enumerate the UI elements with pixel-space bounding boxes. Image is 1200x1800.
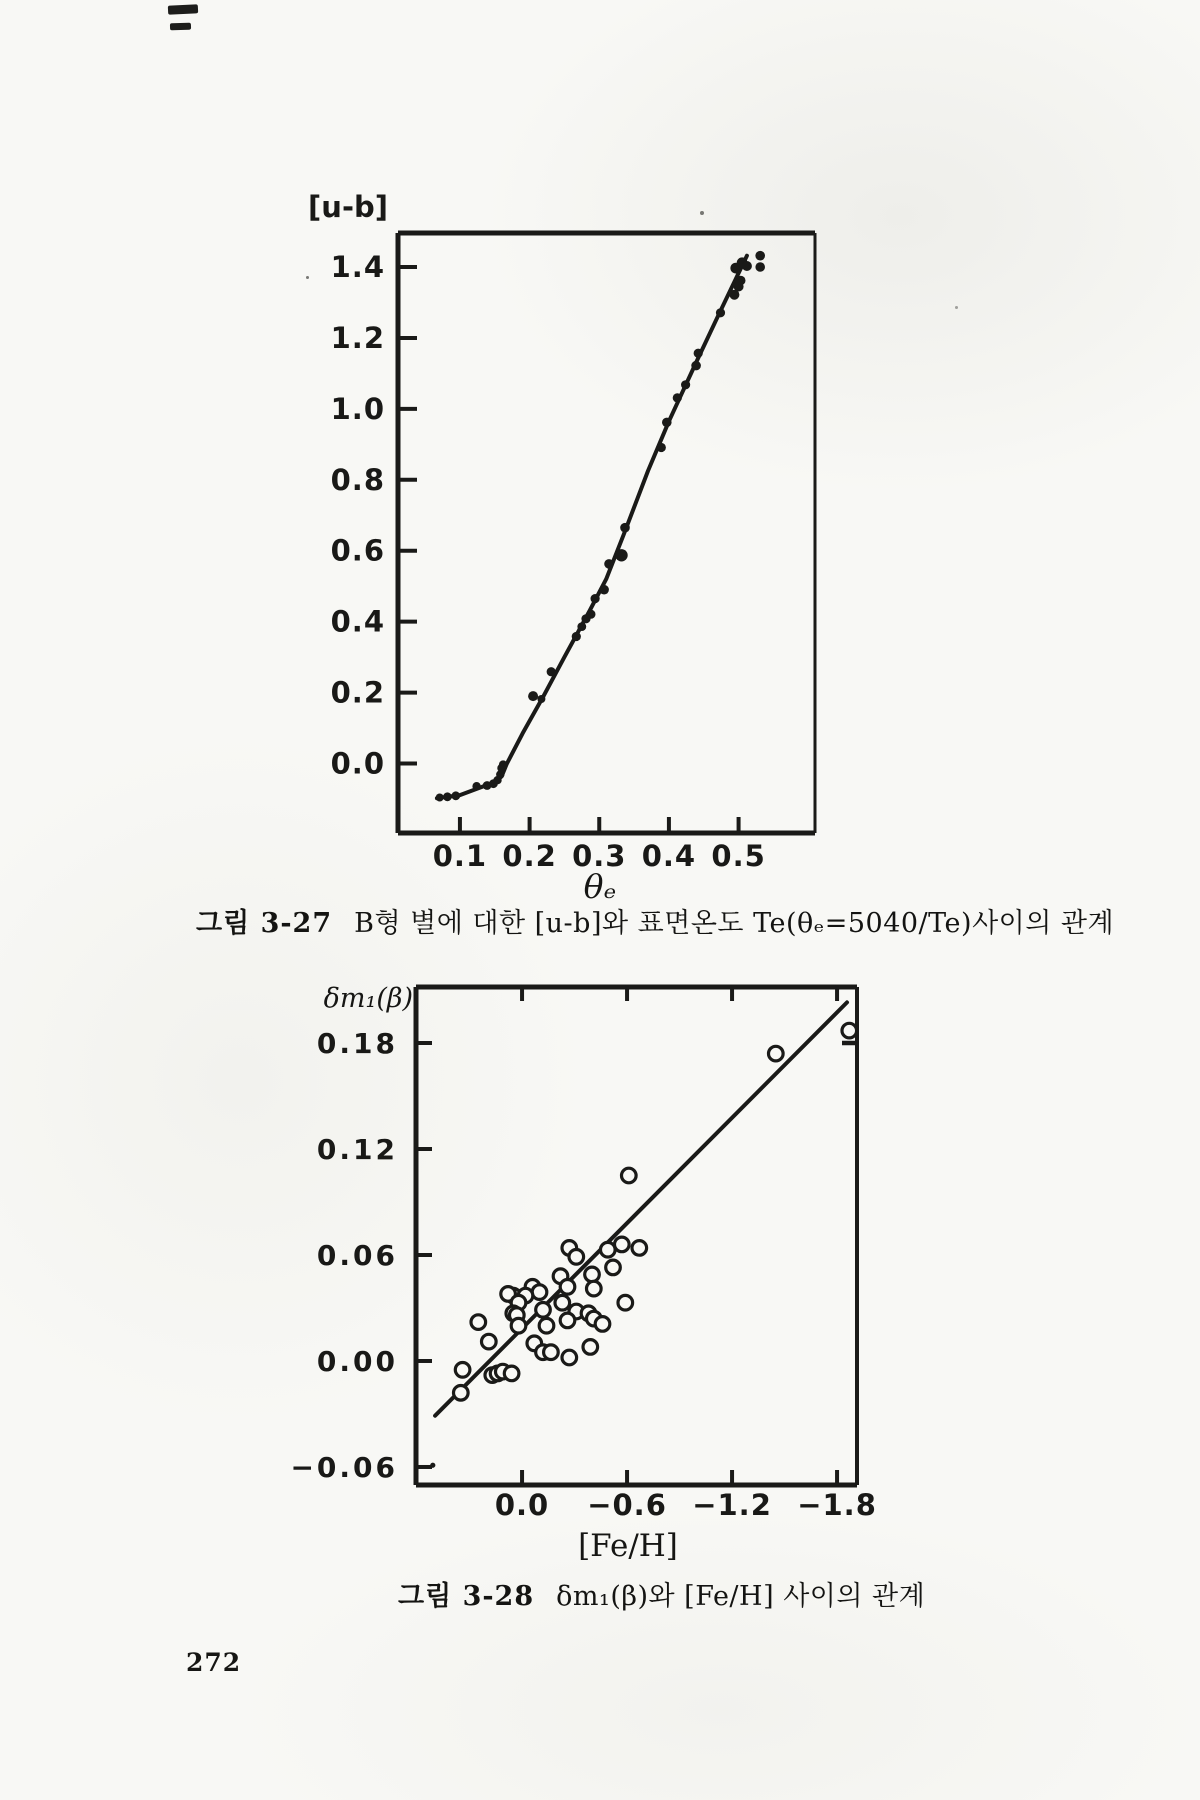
data-circle xyxy=(769,1046,784,1061)
data-point xyxy=(673,393,682,402)
y-tick-label: 1.0 xyxy=(330,391,385,426)
data-circle xyxy=(615,1237,630,1252)
data-point xyxy=(577,622,586,631)
data-circle xyxy=(587,1281,602,1296)
fig-3-28 xyxy=(290,983,876,1564)
relation-curve xyxy=(437,256,747,799)
data-circle xyxy=(471,1315,486,1330)
data-circle xyxy=(622,1168,637,1183)
y-tick-label: 0.8 xyxy=(330,462,385,497)
data-point xyxy=(615,549,627,561)
y-tick-label: 0.6 xyxy=(330,533,385,568)
data-point xyxy=(528,691,538,701)
data-point xyxy=(591,594,600,603)
page-number: 272 xyxy=(186,1648,242,1677)
x-tick-label: −1.2 xyxy=(692,1488,772,1522)
x-tick-label: 0.2 xyxy=(502,839,557,873)
data-point xyxy=(443,792,452,801)
data-circle xyxy=(583,1340,598,1355)
y-tick-label: 0.12 xyxy=(316,1132,398,1166)
data-circle xyxy=(562,1350,577,1365)
data-point xyxy=(755,262,765,272)
data-point xyxy=(472,782,480,790)
data-point xyxy=(681,380,690,389)
y-tick-label: 0.4 xyxy=(330,604,385,639)
y-tick-label: 1.2 xyxy=(330,320,385,355)
data-point xyxy=(736,276,746,286)
data-point xyxy=(620,523,630,533)
figure-3-27-label: 그림 3-27 xyxy=(196,908,333,939)
y-tick-label: 1.4 xyxy=(330,250,385,285)
x-tick-label: 0.5 xyxy=(711,839,766,873)
data-point xyxy=(572,632,581,641)
data-circle xyxy=(569,1250,584,1265)
data-point xyxy=(604,559,614,569)
figure-3-27-caption-text: B형 별에 대한 [u-b]와 표면온도 Te(θₑ=5040/Te)사이의 관계 xyxy=(354,908,1115,939)
data-point xyxy=(694,349,703,358)
data-point xyxy=(716,308,725,317)
figure-3-27-caption xyxy=(196,901,1114,940)
data-point xyxy=(662,418,672,428)
data-circle xyxy=(842,1023,857,1038)
data-circle xyxy=(504,1366,519,1381)
data-circle xyxy=(606,1260,621,1275)
y-tick-label: 0.18 xyxy=(316,1027,398,1061)
y-axis-label: δm₁(β) xyxy=(323,983,413,1014)
data-circle xyxy=(536,1303,551,1318)
data-circle xyxy=(560,1313,575,1328)
y-axis-label: [u-b] xyxy=(308,190,388,224)
data-circle xyxy=(455,1363,470,1378)
data-point xyxy=(451,791,460,800)
fig-3-27 xyxy=(308,190,815,906)
x-tick-label: −1.8 xyxy=(797,1488,877,1522)
x-axis-label: [Fe/H] xyxy=(578,1528,678,1564)
data-circle xyxy=(544,1345,559,1360)
data-circle xyxy=(560,1280,575,1295)
data-point xyxy=(742,261,752,271)
data-circle xyxy=(511,1318,526,1333)
figure-3-28-caption xyxy=(398,1574,925,1613)
figure-3-28-label: 그림 3-28 xyxy=(398,1581,535,1612)
x-tick-label: 0.1 xyxy=(432,839,488,873)
y-tick-label: 0.0 xyxy=(330,746,385,781)
data-circle xyxy=(532,1285,547,1300)
data-point xyxy=(599,585,609,595)
data-circle xyxy=(454,1386,469,1401)
data-circle xyxy=(585,1267,600,1282)
data-circle xyxy=(482,1334,497,1349)
data-circle xyxy=(555,1295,570,1310)
data-point xyxy=(755,251,765,261)
data-circle xyxy=(632,1241,647,1256)
data-point xyxy=(499,760,507,768)
x-tick-label: 0.0 xyxy=(494,1488,550,1522)
small-dot xyxy=(430,1463,435,1468)
data-point xyxy=(547,667,556,676)
data-circle xyxy=(539,1318,554,1333)
data-point xyxy=(537,695,545,703)
figure-3-28-caption-text: δm₁(β)와 [Fe/H] 사이의 관계 xyxy=(556,1581,926,1612)
x-tick-label: −0.6 xyxy=(587,1488,667,1522)
x-axis-label: θₑ xyxy=(583,867,617,906)
data-circle xyxy=(618,1295,633,1310)
y-tick-label: 0.00 xyxy=(316,1344,398,1378)
data-circle xyxy=(595,1317,610,1332)
data-point xyxy=(657,443,666,452)
y-tick-label: −0.06 xyxy=(290,1450,398,1484)
fit-line xyxy=(435,1002,847,1415)
y-tick-label: 0.06 xyxy=(316,1238,398,1272)
y-tick-label: 0.2 xyxy=(330,675,385,710)
data-point xyxy=(586,610,595,619)
x-tick-label: 0.4 xyxy=(641,839,697,873)
data-point xyxy=(436,794,444,802)
data-point xyxy=(691,361,701,371)
x-tick-label: 0.3 xyxy=(572,839,627,873)
